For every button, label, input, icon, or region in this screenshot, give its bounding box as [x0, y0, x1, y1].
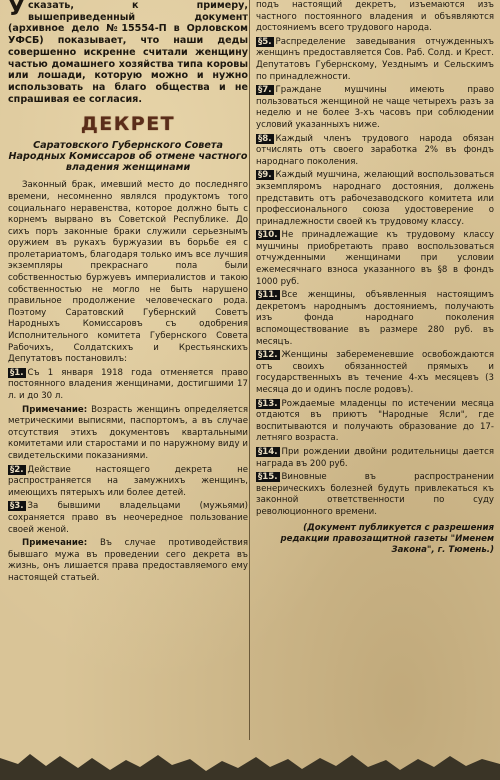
- article-number: §8.: [258, 133, 272, 144]
- article-12: [256, 350, 494, 396]
- article-4-continued: подъ настоящий декретъ, изъемаются изъ частного постоянного владения и объявляются достояниемъ всего трудового народа.: [256, 0, 494, 34]
- article-text: Распределение заведывания отчужденныхъ женщинъ предоставляется Сов. Раб. Солд. и Крест. Депутатовъ Губернскому, Уезднымъ и Сельскимъ по принадлежности.: [256, 36, 494, 82]
- article-5: [256, 37, 494, 83]
- note-heading: Примечание:: [22, 404, 88, 415]
- article-3: [8, 501, 248, 536]
- article-1-note: [8, 405, 248, 463]
- article-8: [256, 134, 494, 169]
- article-1: [8, 368, 248, 403]
- torn-edge: [0, 740, 500, 780]
- article-number: §14.: [258, 446, 278, 457]
- article-10: [256, 230, 494, 288]
- article-15: [256, 472, 494, 518]
- article-13: [256, 399, 494, 445]
- intro-paragraph: [8, 0, 248, 105]
- article-text: Съ 1 января 1918 года отменяется право постоянного владения женщинами, достигшими 17 л. и до 30 л.: [8, 367, 248, 402]
- article-text: Все женщины, объявленныя настоящимъ декретомъ народнымъ достояниемъ, получають изъ фонда народнаго поколения вспомоществование въ размере 280 руб. въ месяцъ.: [256, 290, 494, 347]
- article-3-note: [8, 538, 248, 584]
- article-number: §1.: [10, 367, 24, 378]
- article-text: Женщины забеременевшие освобождаются отъ своихъ обязанностей прямыхъ и государственныхъ въ течение 4-хъ месяцевъ (3 месяца до и одинъ после родовъ).: [256, 350, 494, 395]
- article-11: [256, 290, 494, 348]
- article-number: §15.: [258, 472, 278, 483]
- article-text: Не принадлежащие къ трудовому классу мушчины приобретають право воспользоваться отчужденными женщинами при условии ежемесячнаго взноса указанного въ §8 в фондъ 1000 руб.: [256, 230, 494, 287]
- article-number: §10.: [258, 230, 278, 241]
- publication-credit: (Документ публикуется с разрешения редакции правозащитной газеты "Именем Закона", г. Тюмень.): [280, 522, 494, 555]
- note-text: Возрасть женщинъ определяется метрическими выписями, паспортомъ, а въ случае отсутствия этихъ документовъ квартальными комитетами или старостами и по наружному виду и свидетельскими показаниями.: [8, 404, 249, 461]
- article-number: §13.: [258, 398, 278, 409]
- article-14: [256, 447, 494, 470]
- article-9: [256, 170, 494, 228]
- article-number: §12.: [258, 350, 278, 361]
- article-number: §9.: [258, 170, 272, 181]
- article-number: §5.: [258, 36, 272, 47]
- article-text: Рождаемые младенцы по истечении месяца отдаются въ приютъ "Народные Ясли", где воспитываются и получають образование до 17-летняго возраста.: [256, 398, 494, 444]
- intro-drop-letter: У: [8, 0, 25, 21]
- article-number: §7.: [258, 85, 272, 96]
- article-text: Каждый мушчина, желающий воспользоваться экземпляромъ народнаго достояния, должень представить отъ рабочезаводского комитета или профессионального союза удостоверение о принадлежности своей къ трудовому классу.: [256, 170, 494, 227]
- article-text: Каждый членъ трудового народа обязан отчислять отъ своего заработка 2% въ фондъ народнаго поколения.: [256, 133, 494, 167]
- intro-text: сказать, к примеру, вышеприведенный документ (архивное дело №15554-П в Орловском УФСБ) показывает, что наши деды совершенно искренне считали женщину частью домашнего хозяйства типа коровы или лошади, которую можно и нужно использовать на благо общества и не спрашивая ее согласия.: [8, 0, 248, 105]
- article-text: Действие настоящего декрета не распространяется на замужнихъ женщинъ, имеющихъ пятерыхъ или более детей.: [8, 464, 248, 498]
- article-text: За бывшими владельцами (мужьями) сохраняется право въ неочередное пользование своей женой.: [8, 501, 248, 535]
- article-text: При рождении двойни родительницы дается награда въ 200 руб.: [256, 446, 494, 469]
- article-2: [8, 465, 248, 500]
- note-text: Въ случае противодействия бывшаго мужа въ проведении сего декрета въ жизнь, онъ лишается права предоставляемого ему настоящей статьей.: [8, 538, 248, 583]
- left-column: [8, 0, 248, 585]
- article-text: Виновные въ распространении венерическихъ болезней будуть привлекаться къ законной ответственности по суду революционного времени.: [256, 472, 494, 517]
- note-heading: Примечание:: [22, 538, 88, 549]
- article-text: Граждане мушчины имеють право пользоваться женщиной не чаще четырехъ разъ за неделю и не более 3-хъ часовъ при соблюдении условий указанныхъ ниже.: [256, 85, 494, 130]
- article-number: §11.: [258, 290, 278, 301]
- column-divider: [249, 0, 250, 740]
- article-number: §2.: [10, 464, 24, 475]
- decree-title: ДЕКРЕТ: [80, 113, 176, 136]
- right-column: [256, 0, 494, 556]
- article-7: [256, 85, 494, 131]
- decree-subtitle: Саратовского Губернского Совета Народных Комиссаров об отмене частного владения женщинами: [8, 140, 248, 174]
- article-number: §3.: [10, 501, 24, 512]
- decree-preamble: Законный брак, имевший место до последняго времени, несомненно являлся продуктомъ того социальнаго неравенства, которое должно быть с корнемъ вырвано въ Советской Республике. До сихъ поръ законные браки служили серьезнымъ оружием въ рукахъ буржуазии въ борьбе ея с пролетариатомъ, благодаря только имъ все лучшия экземпляры прекраснаго пола были собственностью буржуевъ империалистов и такою собственностью не могло не быть нарушено правильное продолжение человеческаго рода. Поэтому Саратовский Губернский Советъ Народныхъ Комиссаровъ съ одобрения Исполнительного комитета Губернского Совета Рабочихъ, Солдатскихъ и Крестьянскихъ Депутатовъ постановилъ:: [8, 180, 248, 365]
